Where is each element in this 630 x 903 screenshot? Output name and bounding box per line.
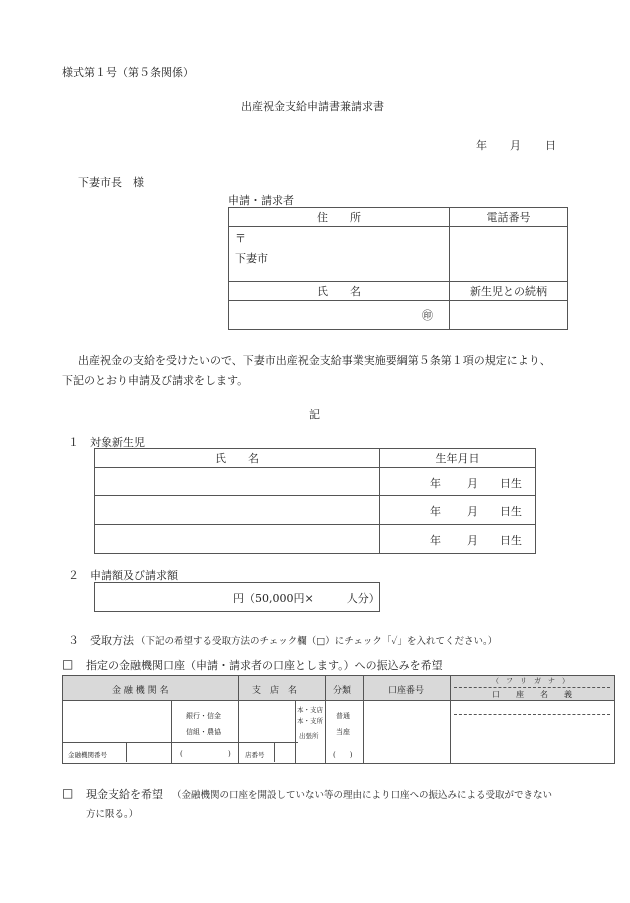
body-text-line1: 出産祝金の支給を受けたいので、下妻市出産祝金支給事業実施要綱第５条第１項の規定により、 (78, 354, 551, 367)
applicant-table (228, 207, 568, 330)
account-type-paren: ( ) (333, 751, 353, 759)
branch-code-label: 店番号 (245, 751, 265, 759)
bank-types-line2: 信組・農協 (186, 728, 221, 736)
bank-name-header: 金 融 機 関 名 (112, 686, 169, 696)
dob-day: 日生 (500, 477, 522, 490)
newborn-dob-field[interactable] (380, 468, 536, 496)
bank-code-label: 金融機関番号 (68, 751, 107, 759)
amount-box[interactable] (94, 582, 380, 612)
section3-title: ３ 受取方法 (68, 634, 134, 647)
phone-header: 電話番号 (450, 208, 568, 227)
account-holder-field[interactable] (451, 715, 613, 762)
seal-mark: ㊞ (422, 309, 433, 322)
option2-label: 現金支給を希望 (86, 788, 163, 801)
newborn-dob-field[interactable] (380, 525, 536, 554)
branch-type-line1: 本・支店 (297, 706, 323, 714)
amount-text: 円（50,000円× 人分） (233, 592, 380, 605)
bank-table-rule (325, 675, 326, 763)
option2-checkbox[interactable]: □ (62, 786, 74, 800)
form-number: 様式第１号（第５条関係） (62, 66, 194, 79)
account-type-header: 分類 (333, 686, 352, 696)
ki-heading: 記 (309, 408, 320, 421)
form-title: 出産祝金支給申請書兼請求書 (241, 100, 384, 113)
newborn-name-header: 氏 名 (95, 449, 380, 468)
dob-year: 年 (430, 534, 441, 547)
newborn-dob-field[interactable] (380, 496, 536, 525)
addressee: 下妻市長 様 (78, 176, 144, 189)
phone-field[interactable] (450, 227, 568, 282)
newborn-name-field[interactable] (95, 468, 380, 496)
name-header: 氏 名 (229, 282, 450, 301)
option1-label: 指定の金融機関口座（申請・請求者の口座とします。）への振込みを希望 (86, 659, 443, 672)
bank-table-rule (171, 700, 172, 763)
bank-account-table (62, 675, 614, 763)
city-text: 下妻市 (235, 252, 268, 265)
name-field[interactable] (229, 301, 450, 330)
dob-month: 月 (467, 534, 478, 547)
branch-header: 支 店 名 (252, 686, 298, 696)
newborn-dob-header: 生年月日 (380, 449, 536, 468)
section1-title: １ 対象新生児 (68, 436, 145, 449)
furigana-header: （ フ リ ガ ナ ） (492, 677, 569, 685)
address-field[interactable] (229, 227, 450, 282)
dob-day: 日生 (500, 534, 522, 547)
relation-header: 新生児との続柄 (450, 282, 568, 301)
bank-name-field[interactable] (63, 701, 170, 741)
body-text-line2: 下記のとおり申請及び請求をします。 (62, 374, 249, 387)
date-year-label: 年 (476, 139, 487, 152)
newborn-table (94, 448, 536, 554)
section2-title: ２ 申請額及び請求額 (68, 569, 178, 582)
applicant-label: 申請・請求者 (228, 194, 294, 207)
newborn-name-field[interactable] (95, 496, 380, 525)
section3-note: （下記の希望する受取方法のチェック欄（□）にチェック「✓」を入れてください。） (136, 636, 498, 647)
newborn-name-field[interactable] (95, 525, 380, 554)
bank-code-field[interactable] (126, 743, 171, 762)
dob-day: 日生 (500, 505, 522, 518)
account-holder-header: 口 座 名 義 (492, 690, 572, 699)
furigana-divider (454, 687, 610, 688)
branch-type-line2: 本・支所 (297, 717, 323, 725)
date-day-label: 日 (545, 139, 556, 152)
dob-month: 月 (467, 505, 478, 518)
date-month-label: 月 (510, 139, 521, 152)
account-type-line1: 普通 (336, 712, 350, 720)
account-number-field[interactable] (364, 701, 449, 762)
branch-type-line3: 出張所 (299, 732, 319, 740)
dob-month: 月 (467, 477, 478, 490)
dob-year: 年 (430, 477, 441, 490)
address-header: 住 所 (229, 208, 450, 227)
bank-type-paren-open: ( (180, 750, 183, 758)
option1-checkbox[interactable]: □ (62, 657, 74, 671)
branch-code-field[interactable] (274, 743, 325, 762)
bank-types-line1: 銀行・信金 (186, 712, 221, 720)
option2-note-line1: （金融機関の口座を開設していない等の理由により口座への振込みによる受取ができない (172, 790, 553, 801)
relation-field[interactable] (450, 301, 568, 330)
bank-table-rule (62, 742, 298, 743)
option2-note-line2: 方に限る。） (86, 809, 139, 820)
account-type-line2: 当座 (336, 728, 350, 736)
account-number-header: 口座番号 (388, 686, 425, 696)
bank-type-paren-close: ) (228, 750, 231, 758)
postal-mark: 〒 (235, 232, 246, 245)
dob-year: 年 (430, 505, 441, 518)
branch-name-field[interactable] (239, 701, 294, 741)
